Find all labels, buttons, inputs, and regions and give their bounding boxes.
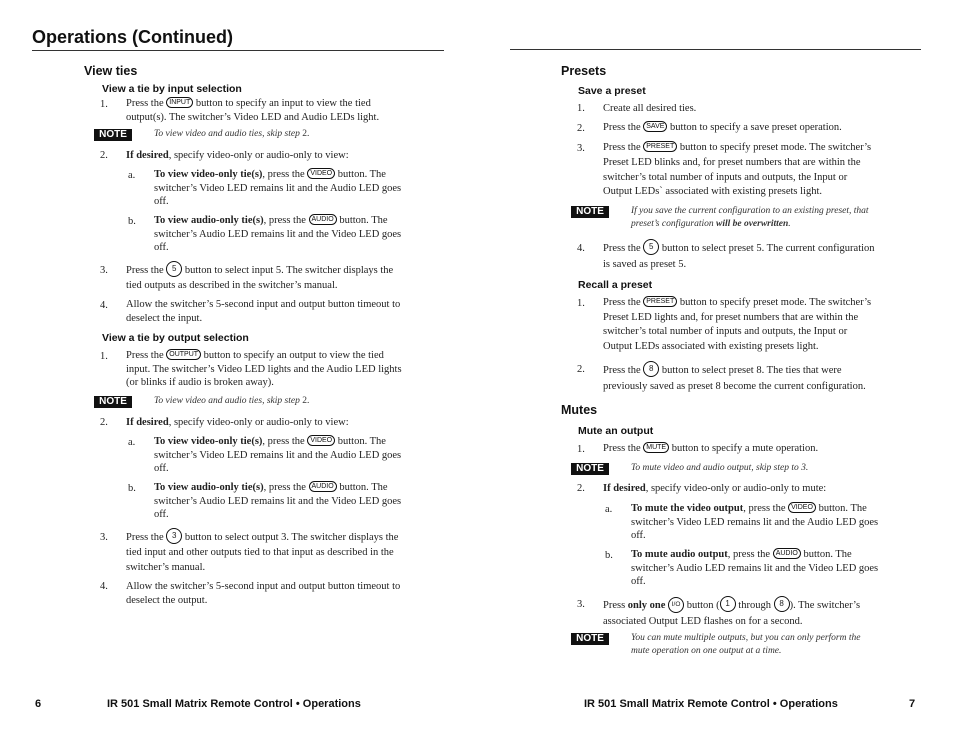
step-number: 3. — [100, 532, 108, 543]
step-text: If desired, specify video-only or audio-only to view: — [126, 417, 349, 428]
io-button-icon: I/O — [668, 597, 684, 613]
note-text: You can mute multiple outputs, but you can only perform the mute operation on one output at a time. — [631, 633, 861, 656]
subheading-save-preset: Save a preset — [578, 85, 646, 97]
note-text: To mute video and audio output, skip step to 3. — [631, 463, 809, 473]
input-button-icon: INPUT — [166, 97, 193, 108]
page-number: 6 — [35, 698, 42, 710]
number-5-button-icon: 5 — [166, 261, 182, 277]
step-number: 2. — [100, 417, 108, 428]
audio-button-icon: AUDIO — [773, 548, 801, 559]
step-number: 4. — [100, 300, 108, 311]
step-text: Press the INPUT button to specify an input to view the tied output(s). The switcher’s Video LED and Audio LEDs light. — [126, 98, 380, 123]
page-title: Operations (Continued) — [32, 27, 233, 47]
substep-text: To view video-only tie(s), press the VIDEO button. The switcher’s Video LED remains lit and the Audio LED goes off. — [154, 169, 402, 207]
number-8-button-icon: 8 — [774, 596, 790, 612]
note-badge: NOTE — [94, 129, 132, 141]
output-button-icon: OUTPUT — [166, 349, 201, 360]
step-number: 1. — [577, 298, 585, 309]
step-number: 2. — [577, 364, 585, 375]
step-text: Press the 5 button to select preset 5. The current configuration is saved as preset 5. — [603, 239, 923, 272]
step-number: 4. — [100, 581, 108, 592]
step-text: If desired, specify video-only or audio-only to view: — [126, 150, 349, 161]
number-3-button-icon: 3 — [166, 528, 182, 544]
number-5-button-icon: 5 — [643, 239, 659, 255]
note-badge: NOTE — [571, 206, 609, 218]
substep-marker: b. — [128, 216, 136, 227]
substep-text: To view audio-only tie(s), press the AUDIO button. The switcher’s Audio LED remains lit and the Video LED goes off. — [154, 482, 402, 520]
page-number: 7 — [909, 698, 916, 710]
step-text: Press the 5 button to select input 5. The switcher displays the tied outputs as described in the switcher’s manual. — [126, 261, 446, 293]
step-number: 1. — [100, 351, 108, 362]
note-text: To view video and audio ties, skip step 2. — [154, 396, 310, 406]
note-badge: NOTE — [94, 396, 132, 408]
step-number: 3. — [100, 265, 108, 276]
step-number: 1. — [577, 103, 585, 114]
footer-text: IR 501 Small Matrix Remote Control • Operations — [107, 698, 361, 710]
step-text: Press the PRESET button to specify preset mode. The switcher’s Preset LED lights and, for preset numbers that are within the switcher’s total number of inputs and outputs, the Input or Output LEDs associated with existing presets light. — [603, 297, 872, 352]
heading-presets: Presets — [561, 64, 607, 78]
step-text: Allow the switcher’s 5-second input and output button timeout to deselect the input. — [126, 299, 401, 324]
save-button-icon: SAVE — [643, 121, 667, 132]
title-rule — [32, 50, 444, 51]
footer-text: IR 501 Small Matrix Remote Control • Operations — [584, 698, 838, 710]
title-rule — [510, 49, 921, 50]
step-text: Press the SAVE button to specify a save preset operation. — [603, 122, 842, 133]
audio-button-icon: AUDIO — [309, 481, 337, 492]
step-number: 3. — [577, 143, 585, 154]
note-text: If you save the current configuration to an existing preset, that preset’s configuration will be overwritten. — [631, 206, 869, 229]
step-number: 2. — [100, 150, 108, 161]
substep-marker: a. — [128, 170, 136, 181]
heading-view-ties: View ties — [84, 64, 138, 78]
number-1-button-icon: 1 — [720, 596, 736, 612]
step-text: Press the PRESET button to specify preset mode. The switcher’s Preset LED blinks and, for preset numbers that are within the switcher’s total number of inputs and outputs, the Input or Output LEDs` associated with existing presets light. — [603, 142, 872, 198]
step-number: 1. — [577, 444, 585, 455]
step-text: If desired, specify video-only or audio-only to mute: — [603, 483, 827, 494]
note-badge: NOTE — [571, 463, 609, 475]
step-text: Press the 3 button to select output 3. The switcher displays the tied input and other outputs tied to that input as described in the switcher’s manual. — [126, 528, 446, 575]
substep-marker: b. — [605, 550, 613, 561]
audio-button-icon: AUDIO — [309, 214, 337, 225]
subheading-mute-output: Mute an output — [578, 425, 654, 437]
step-number: 1. — [100, 99, 108, 110]
step-text: Press the MUTE button to specify a mute operation. — [603, 443, 819, 454]
number-8-button-icon: 8 — [643, 361, 659, 377]
note-badge: NOTE — [571, 633, 609, 645]
substep-text: To mute the video output, press the VIDEO button. The switcher’s Video LED remains lit and the Audio LED goes off. — [631, 503, 879, 541]
substep-text: To mute audio output, press the AUDIO button. The switcher’s Audio LED remains lit and the Video LED goes off. — [631, 549, 879, 587]
video-button-icon: VIDEO — [788, 502, 816, 513]
subheading-by-input: View a tie by input selection — [102, 83, 242, 95]
preset-button-icon: PRESET — [643, 141, 677, 152]
step-text: Create all desired ties. — [603, 103, 697, 114]
step-number: 2. — [577, 483, 585, 494]
step-number: 3. — [577, 599, 585, 610]
video-button-icon: VIDEO — [307, 435, 335, 446]
note-text: To view video and audio ties, skip step 2. — [154, 129, 310, 139]
substep-text: To view video-only tie(s), press the VIDEO button. The switcher’s Video LED remains lit and the Audio LED goes off. — [154, 436, 402, 474]
step-text: Press the OUTPUT button to specify an output to view the tied input. The switcher’s Video LED lights and the Audio LED lights (or blinks if audio is broken away). — [126, 350, 402, 388]
substep-marker: b. — [128, 483, 136, 494]
step-number: 4. — [577, 243, 585, 254]
subheading-recall-preset: Recall a preset — [578, 279, 653, 291]
substep-marker: a. — [605, 504, 613, 515]
step-number: 2. — [577, 123, 585, 134]
step-text: Press only one I/O button ( 1 through 8 ). The switcher’s associated Output LED flashes on for a second. — [603, 596, 923, 629]
substep-marker: a. — [128, 437, 136, 448]
substep-text: To view audio-only tie(s), press the AUDIO button. The switcher’s Audio LED remains lit and the Video LED goes off. — [154, 215, 402, 253]
heading-mutes: Mutes — [561, 403, 598, 417]
preset-button-icon: PRESET — [643, 296, 677, 307]
video-button-icon: VIDEO — [307, 168, 335, 179]
step-text: Allow the switcher’s 5-second input and output button timeout to deselect the output. — [126, 581, 401, 606]
step-text: Press the 8 button to select preset 8. The ties that were previously saved as preset 8 become the current configuration. — [603, 361, 923, 394]
subheading-by-output: View a tie by output selection — [102, 332, 249, 344]
mute-button-icon: MUTE — [643, 442, 669, 453]
